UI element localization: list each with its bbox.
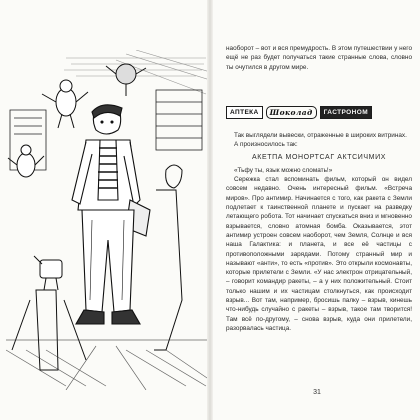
paragraph: Так выглядели вывески, отраженные в широких витринах. — [234, 132, 407, 139]
paragraph: наоборот – вот и вся премудрость. В этом путешествии у него ещё не раз будет получаться такие странные слова, словно ты очутился в другом мире. — [226, 45, 412, 71]
paragraph: «Тьфу ты, язык можно сломать!» — [234, 166, 333, 174]
paragraph: Сережка стал вспоминать фильм, который он видел совсем недавно. Очень интересный фильм. «Встреча миров». Про антимир. Начинается с того, как ракета с Земли подлетает к таинственной планете и пускает на разведку летающего робота. Тот начинает спускаться вниз и мгновенно взрывается, словно атомная бомба. Оказывается, этот антимир устроен совсем наоборот, чем Земля, Солнце и вся наша Галактика: и планета, и все её частицы с противоположными зарядами. Потому странный мир и называют «анти», то есть «против». Это открыли космонавты, которые прилетели с Земли. «У нас электрон отрицательный, – говорит командир ракеты, – а у них положительный. Стоит только нашим и их частицам столкнуться, как происходит взрыв... Вот там, например, бросишь палку – взрыв, кинешь что-нибудь случайно с ракеты – взрыв, такое там творится! Там всё по-другому, – снова взрыв, куда они прилетели, разорвалась частица. — [226, 176, 412, 332]
reversed-signs-heading: АКЕТПА МОНОРТСАГ АКТСИЧМИХ — [252, 153, 386, 161]
book-gutter — [207, 0, 213, 420]
right-page — [214, 0, 420, 420]
boy-walking-illustration — [6, 50, 210, 390]
page-text-middle — [226, 131, 412, 333]
sign-grocery: ГАСТРОНОМ — [320, 106, 372, 119]
page-text — [226, 44, 412, 72]
shop-signs-row — [226, 103, 416, 121]
page-number: 31 — [313, 389, 321, 396]
paragraph: А произносилось так: — [234, 141, 298, 149]
sign-pharmacy: АПТЕКА — [226, 106, 263, 119]
sign-chocolate: Шоколад — [266, 106, 317, 119]
